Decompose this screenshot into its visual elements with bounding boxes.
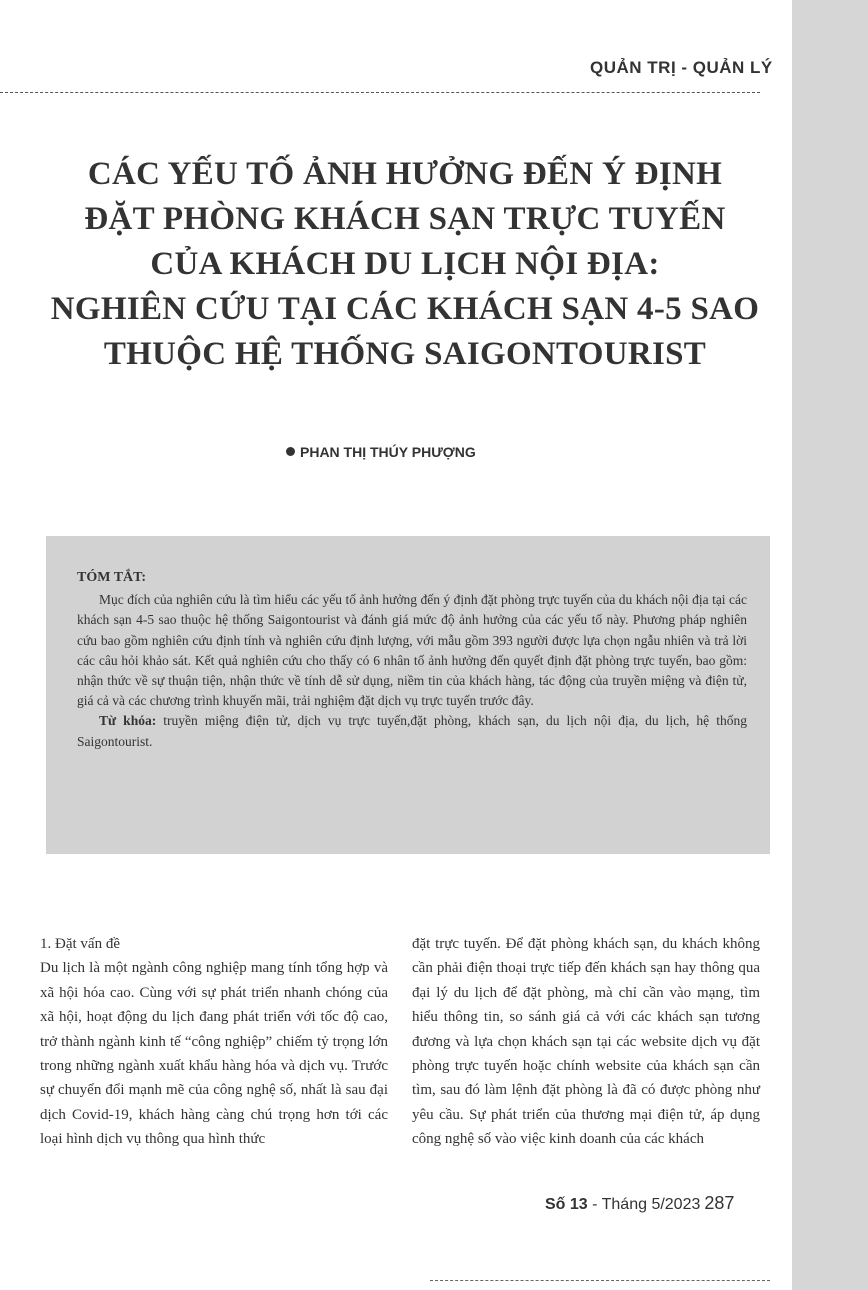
- abstract-content: [77, 568, 747, 752]
- author-name: PHAN THỊ THÚY PHƯỢNG: [300, 444, 476, 460]
- title-line-3: CỦA KHÁCH DU LỊCH NỘI ĐỊA:: [150, 246, 660, 282]
- title-line-1: CÁC YẾU TỐ ẢNH HƯỞNG ĐẾN Ý ĐỊNH: [87, 156, 723, 192]
- body-column-left: [40, 932, 388, 1152]
- title-line-4: NGHIÊN CỨU TẠI CÁC KHÁCH SẠN 4-5 SAO: [50, 291, 760, 327]
- header-divider: [0, 92, 760, 93]
- article-title: [20, 152, 790, 377]
- section-header-label: QUẢN TRỊ - QUẢN LÝ: [590, 58, 773, 77]
- page-number: 287: [704, 1193, 735, 1213]
- title-line-2: ĐẶT PHÒNG KHÁCH SẠN TRỰC TUYẾN: [84, 201, 726, 237]
- keywords-label: Từ khóa:: [99, 713, 157, 729]
- title-line-5: THUỘC HỆ THỐNG SAIGONTOURIST: [103, 336, 707, 372]
- issue-month: Tháng 5/2023: [601, 1196, 701, 1213]
- page-footer: [545, 1193, 785, 1214]
- footer-divider: [430, 1280, 770, 1281]
- abstract-body: Mục đích của nghiên cứu là tìm hiểu các yếu tố ảnh hưởng đến ý định đặt phòng trực tuyến của du khách nội địa tại các khách sạn 4-5 sao thuộc hệ thống Saigontourist và đánh giá mức độ ảnh hưởng của các yếu tố này. Phương pháp nghiên cứu bao gồm nghiên cứu định tính và nghiên cứu định lượng, với mẫu gồm 393 người được lựa chọn ngẫu nhiên và trả lời các câu hỏi khảo sát. Kết quả nghiên cứu cho thấy có 6 nhân tố ảnh hưởng đến quyết định đặt phòng trực tuyến, bao gồm: nhận thức về sự thuận tiện, nhận thức về tính dễ sử dụng, niềm tin của khách hàng, tác động của truyền miệng và điện tử, giá cả và các chương trình khuyến mãi, trải nghiệm đặt dịch vụ trực tuyến trước đây.: [77, 592, 747, 709]
- footer-separator: -: [587, 1196, 602, 1213]
- abstract-keywords: [77, 711, 747, 751]
- keywords-text: truyền miệng điện tử, dịch vụ trực tuyến,đặt phòng, khách sạn, du lịch nội địa, du lịch, hệ thống Saigontourist.: [77, 713, 747, 749]
- abstract-heading: TÓM TẮT:: [77, 570, 147, 585]
- page-edge-shadow: [792, 0, 868, 1290]
- body-column-right: [412, 932, 760, 1152]
- body-paragraph-left: Du lịch là một ngành công nghiệp mang tính tổng hợp và xã hội hóa cao. Cùng với sự phát triển nhanh chóng của xã hội, hoạt động du lịch đang phát triển với tốc độ cao, trở thành ngành kinh tế “công nghiệp” chiếm tỷ trọng lớn trong những ngành xuất khẩu hàng hóa và dịch vụ. Trước sự chuyển đổi mạnh mẽ của công nghệ số, nhất là sau đại dịch Covid-19, khách hàng càng chú trọng hơn tới các loại hình dịch vụ thông qua hình thức: [40, 960, 388, 1148]
- bullet-icon: [286, 447, 295, 456]
- author-line: [286, 444, 586, 460]
- abstract-box: [46, 536, 770, 854]
- body-paragraph-right: đặt trực tuyến. Để đặt phòng khách sạn, du khách không cần phải điện thoại trực tiếp đến khách sạn hay thông qua đại lý du lịch để đặt phòng, mà chỉ cần vào mạng, tìm hiểu thông tin, so sánh giá cả với các khách sạn tương đương và lựa chọn khách sạn tại các website dịch vụ đặt phòng trực tuyến hoặc chính website của khách sạn cần tìm, sau đó làm lệnh đặt phòng là đã có được phòng như yêu cầu. Sự phát triển của thương mại điện tử, áp dụng công nghệ số vào việc kinh doanh của các khách: [412, 936, 760, 1148]
- section-heading: 1. Đặt vấn đề: [40, 936, 120, 952]
- issue-number: Số 13: [545, 1196, 588, 1213]
